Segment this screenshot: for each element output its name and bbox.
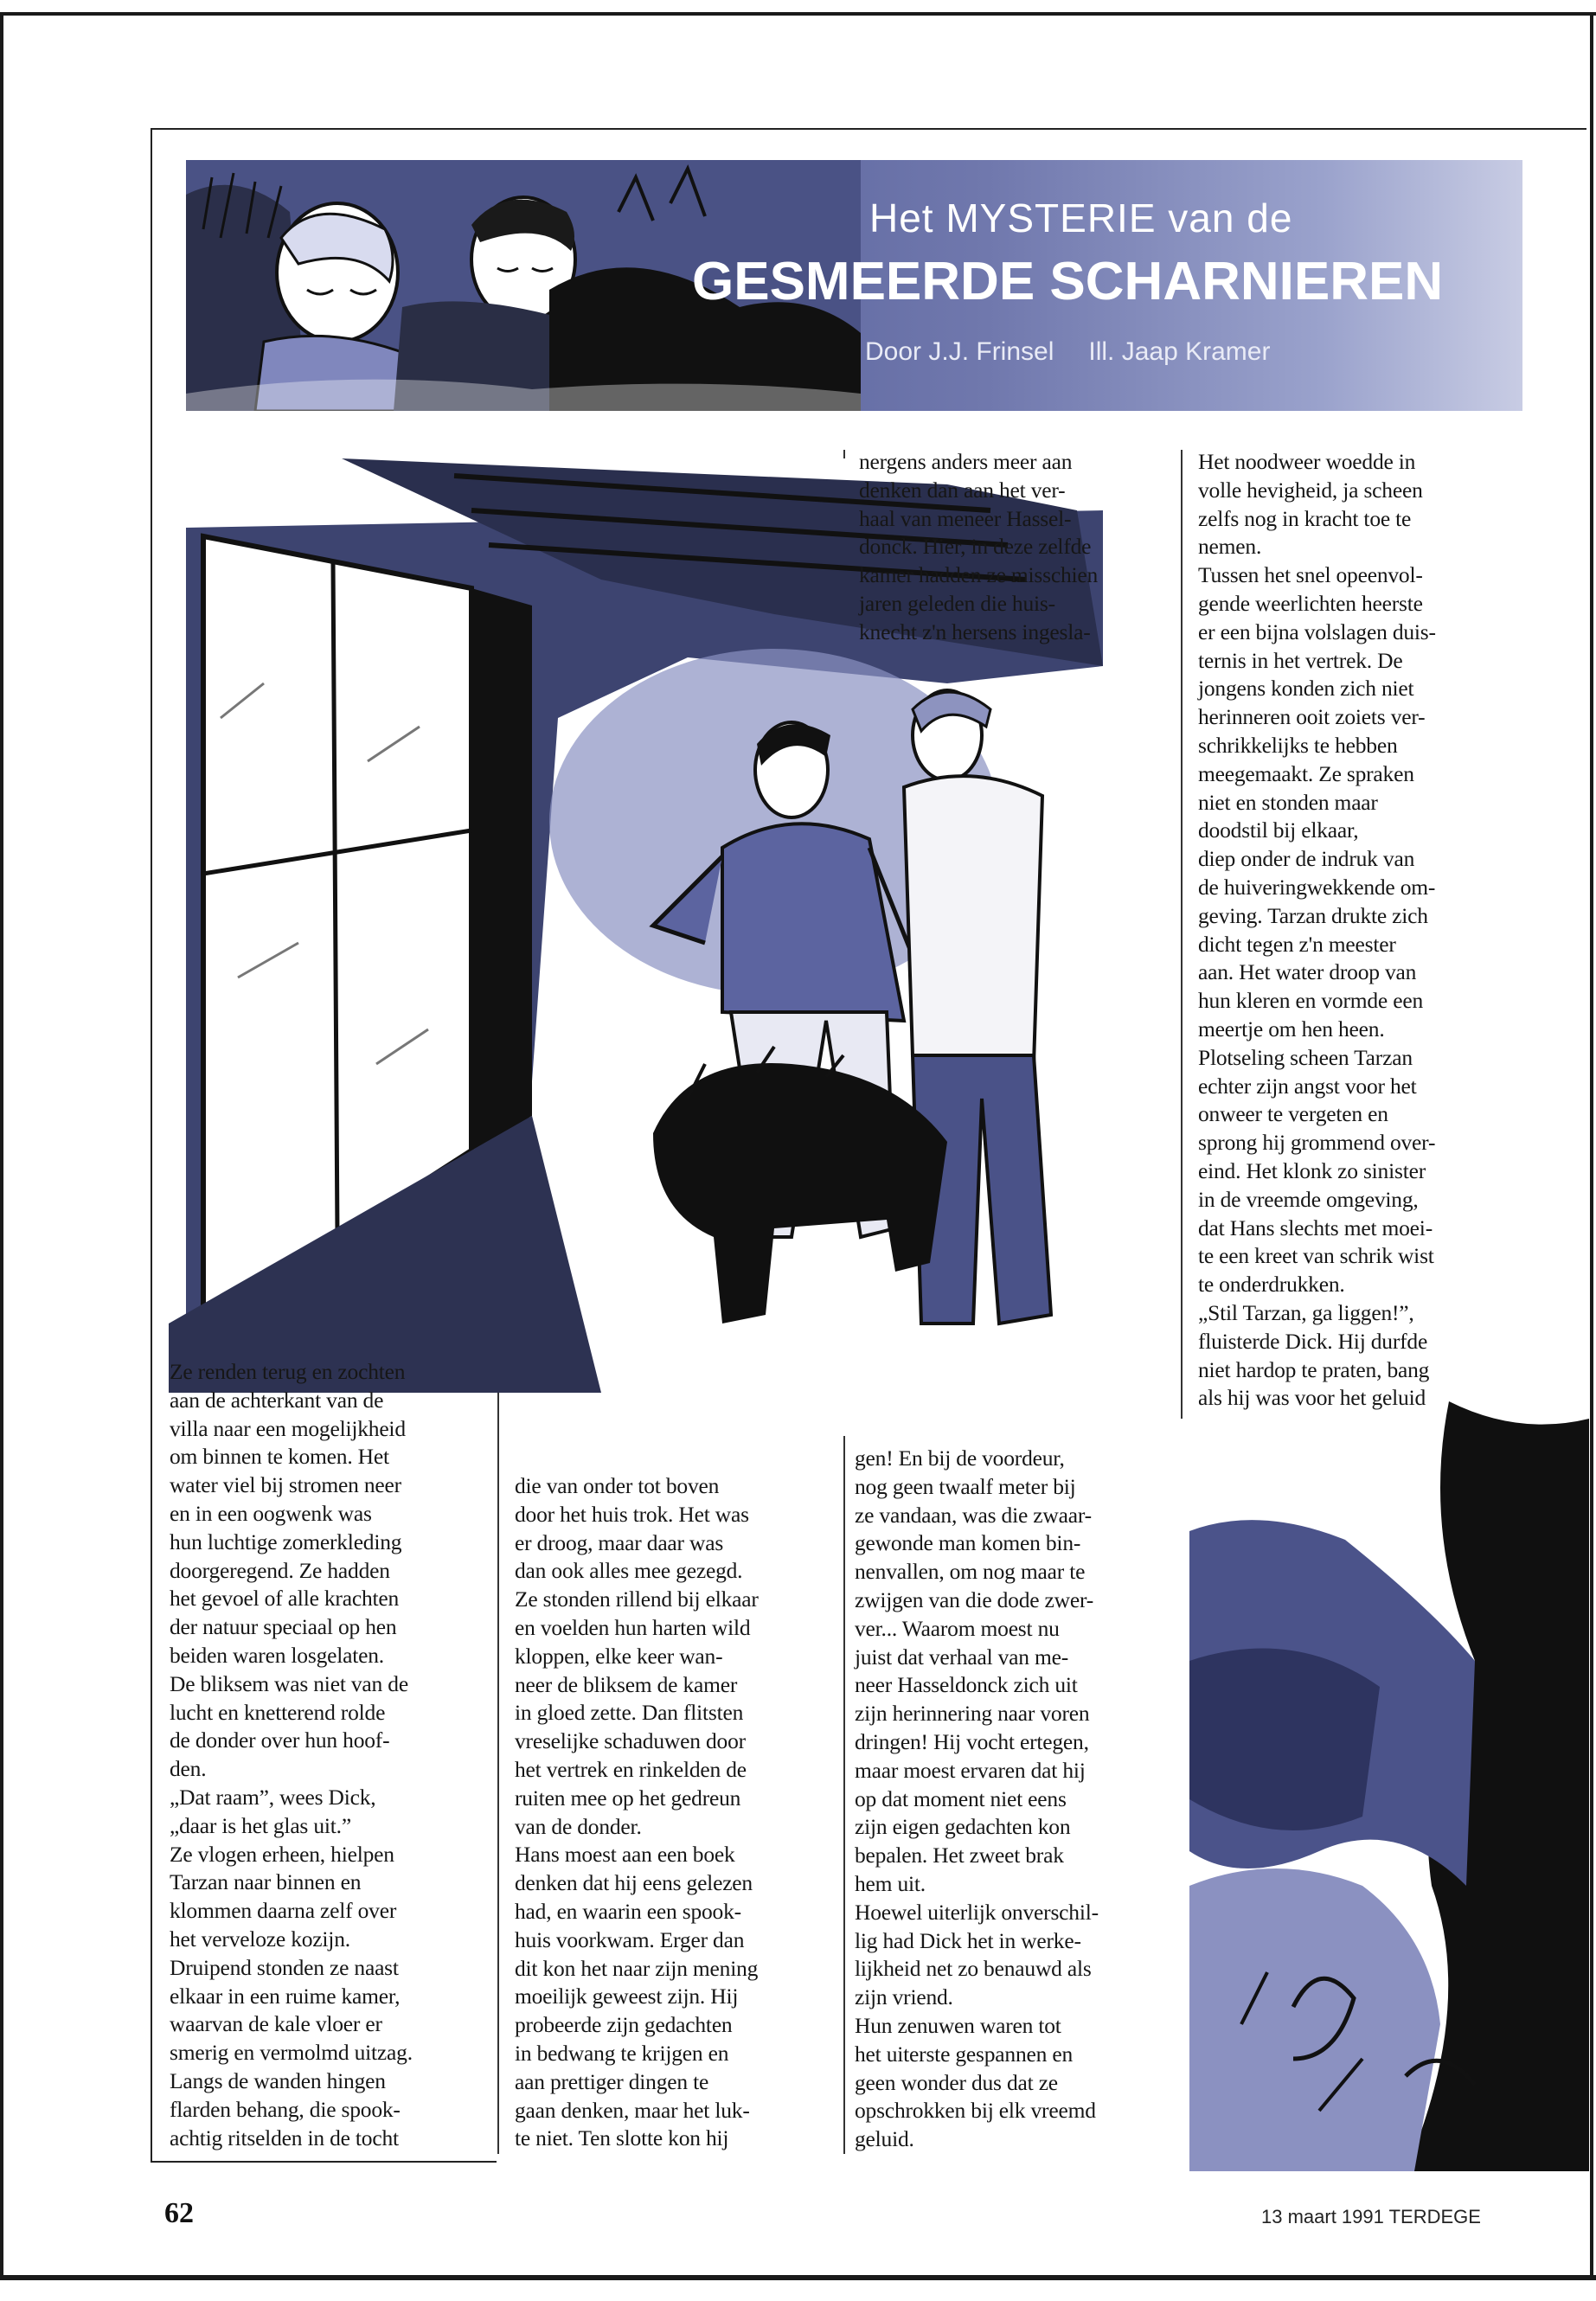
text-line: te een kreet van schrik wist [1198, 1243, 1434, 1269]
text-line: zwijgen van die dode zwer- [855, 1586, 1094, 1612]
page-number: 62 [164, 2197, 194, 2229]
side-illustration [1189, 1401, 1589, 2171]
text-line: ver... Waarom moest nu [855, 1615, 1060, 1641]
text-line: haal van meneer Hassel- [859, 505, 1072, 531]
text-line: het verveloze kozijn. [170, 1926, 350, 1952]
text-line: Hun zenuwen waren tot [855, 2012, 1061, 2038]
text-line: lucht en knetterend rolde [170, 1699, 386, 1725]
text-line: Langs de wanden hingen [170, 2067, 386, 2093]
text-line: ze vandaan, was die zwaar- [855, 1502, 1092, 1528]
text-line: juist dat verhaal van me- [855, 1644, 1069, 1670]
text-line: zelfs nog in kracht toe te [1198, 505, 1412, 531]
text-line: dit kon het naar zijn mening [515, 1955, 759, 1981]
text-line: het vertrek en rinkelden de [515, 1756, 747, 1782]
left-border [0, 16, 3, 2275]
issue-date: 13 maart 1991 TERDEGE [1261, 2206, 1481, 2227]
text-line: van de donder. [515, 1813, 642, 1839]
text-column-3-top [859, 448, 1179, 647]
text-line: zijn eigen gedachten kon [855, 1814, 1071, 1840]
text-line: achtig ritselden in de tocht [170, 2125, 399, 2150]
text-line: volle hevigheid, ja scheen [1198, 477, 1423, 503]
text-line: de huiveringwekkende om- [1198, 874, 1436, 900]
text-line: echter zijn angst voor het [1198, 1073, 1417, 1099]
text-line: waarvan de kale vloer er [170, 2011, 382, 2037]
text-column-2 [515, 1472, 839, 2153]
text-line: om binnen te komen. Het [170, 1444, 389, 1470]
text-line: jaren geleden die huis- [859, 590, 1055, 616]
text-line: doorgeregend. Ze hadden [170, 1557, 390, 1583]
text-line: maar moest ervaren dat hij [855, 1757, 1086, 1783]
column-divider [843, 1436, 845, 2154]
column-divider [1181, 450, 1183, 1419]
text-line: neer Hasseldonck zich uit [855, 1672, 1078, 1698]
text-line: doodstil bij elkaar, [1198, 817, 1359, 843]
author-credit: Door J.J. Frinsel [865, 337, 1054, 366]
text-line: die van onder tot boven [515, 1473, 720, 1498]
text-line: den. [170, 1756, 207, 1782]
text-line: dringen! Hij vocht ertegen, [855, 1728, 1089, 1754]
text-line: moeilijk geweest zijn. Hij [515, 1984, 739, 2009]
text-column-1 [170, 1358, 494, 2152]
text-line: donck. Hier, in deze zelfde [859, 534, 1092, 560]
text-line: dat Hans slechts met moei- [1198, 1215, 1433, 1240]
text-line: meegemaakt. Ze spraken [1198, 760, 1414, 786]
text-line: opschrokken bij elk vreemd [855, 2098, 1096, 2124]
text-line: meertje om hen heen. [1198, 1016, 1385, 1042]
text-line: aan. Het water droop van [1198, 959, 1417, 985]
article-frame-top [151, 128, 1586, 130]
text-line: zijn herinnering naar voren [855, 1701, 1090, 1727]
text-line: villa naar een mogelijkheid [170, 1415, 406, 1441]
text-line: nergens anders meer aan [859, 449, 1073, 474]
credits [865, 337, 1471, 367]
text-line: smerig en vermolmd uitzag. [170, 2040, 413, 2066]
text-line: het gevoel of alle krachten [170, 1586, 400, 1612]
column-divider [497, 1367, 499, 2154]
text-line: op dat moment niet eens [855, 1785, 1067, 1811]
article-frame-left [151, 128, 152, 2161]
text-line: niet en stonden maar [1198, 789, 1378, 815]
text-line: gende weerlichten heerste [1198, 590, 1423, 616]
text-line: sprong hij grommend over- [1198, 1130, 1436, 1156]
text-line: er droog, maar daar was [515, 1529, 724, 1555]
text-line: hun luchtige zomerkleding [170, 1529, 402, 1554]
text-line: gen! En bij de voordeur, [855, 1445, 1065, 1471]
text-line: klommen daarna zelf over [170, 1898, 397, 1924]
text-line: ruiten mee op het gedreun [515, 1785, 741, 1811]
text-line: dicht tegen z'n meester [1198, 931, 1396, 957]
text-line: De bliksem was niet van de [170, 1670, 408, 1696]
text-line: elkaar in een ruime kamer, [170, 1983, 401, 2009]
top-border [0, 12, 1596, 16]
text-line: schrikkelijks te hebben [1198, 732, 1398, 758]
text-line: probeerde zijn gedachten [515, 2012, 733, 2038]
text-line: door het huis trok. Het was [515, 1501, 749, 1527]
text-line: te onderdrukken. [1198, 1272, 1345, 1298]
text-line: „daar is het glas uit.” [170, 1812, 351, 1838]
text-line: lig had Dick het in werke- [855, 1927, 1081, 1953]
text-line: beiden waren losgelaten. [170, 1642, 384, 1668]
text-line: en voelden hun harten wild [515, 1614, 751, 1640]
text-line: Hans moest aan een boek [515, 1842, 735, 1868]
text-line: diep onder de indruk van [1198, 846, 1415, 872]
text-line: in de vreemde omgeving, [1198, 1186, 1419, 1212]
text-line: er een bijna volslagen duis- [1198, 619, 1436, 644]
text-line: „Stil Tarzan, ga liggen!”, [1198, 1299, 1414, 1325]
text-line: ternis in het vertrek. De [1198, 647, 1403, 673]
text-column-3-bottom [855, 1445, 1179, 2154]
title-line-2: GESMEERDE SCHARNIEREN [692, 252, 1444, 311]
text-line: geving. Tarzan drukte zich [1198, 902, 1428, 928]
illustrator-credit: Ill. Jaap Kramer [1088, 337, 1271, 366]
text-line: vreselijke schaduwen door [515, 1728, 746, 1754]
header-banner [186, 160, 1522, 411]
text-line: huis voorkwam. Erger dan [515, 1926, 745, 1952]
text-line: Ze vlogen erheen, hielpen [170, 1841, 394, 1867]
text-line: Het noodweer woedde in [1198, 449, 1416, 474]
text-line: gewonde man komen bin- [855, 1530, 1081, 1556]
text-line: der natuur speciaal op hen [170, 1614, 397, 1640]
text-line: gaan denken, maar het luk- [515, 2097, 750, 2123]
text-line: neer de bliksem de kamer [515, 1671, 738, 1697]
right-border [1590, 16, 1593, 2275]
text-line: had, en waarin een spook- [515, 1898, 741, 1924]
text-line: hun kleren en vormde een [1198, 988, 1424, 1014]
text-line: Hoewel uiterlijk onverschil- [855, 1899, 1099, 1925]
text-line: flarden behang, die spook- [170, 2096, 401, 2122]
text-line: fluisterde Dick. Hij durfde [1198, 1328, 1428, 1354]
text-line: Druipend stonden ze naast [170, 1954, 399, 1980]
text-line: bepalen. Het zweet brak [855, 1843, 1064, 1868]
text-line: dan ook alles mee gezegd. [515, 1558, 743, 1584]
bottom-border [0, 2275, 1596, 2280]
text-line: te niet. Ten slotte kon hij [515, 2125, 729, 2151]
text-line: geluid. [855, 2126, 914, 2152]
text-line: aan prettiger dingen te [515, 2068, 709, 2094]
text-line: nemen. [1198, 534, 1262, 560]
title-line-1: Het MYSTERIE van de [869, 195, 1293, 240]
text-line: jongens konden zich niet [1198, 676, 1414, 702]
text-line: denken dat hij eens gelezen [515, 1870, 753, 1896]
text-line: eind. Het klonk zo sinister [1198, 1157, 1426, 1183]
text-line: onweer te vergeten en [1198, 1101, 1388, 1127]
text-line: Tussen het snel opeenvol- [1198, 562, 1423, 588]
text-line: het uiterste gespannen en [855, 2041, 1074, 2067]
text-line: zijn vriend. [855, 1984, 953, 2010]
text-line: nog geen twaalf meter bij [855, 1473, 1076, 1499]
text-line: aan de achterkant van de [170, 1387, 384, 1413]
text-line: kamer hadden ze misschien [859, 562, 1099, 588]
text-line: kloppen, elke keer wan- [515, 1643, 723, 1669]
text-line: nenvallen, om nog maar te [855, 1559, 1086, 1585]
text-line: als hij was voor het geluid [1198, 1385, 1426, 1411]
text-line: herinneren ooit zoiets ver- [1198, 704, 1426, 730]
text-line: lijkheid net zo benauwd als [855, 1956, 1092, 1982]
text-line: hem uit. [855, 1870, 926, 1896]
text-line: Ze renden terug en zochten [170, 1359, 406, 1384]
text-line: knecht z'n hersens ingesla- [859, 619, 1091, 644]
text-line: niet hardop te praten, bang [1198, 1356, 1430, 1382]
text-line: geen wonder dus dat ze [855, 2069, 1058, 2095]
text-line: denken dan aan het ver- [859, 477, 1066, 503]
text-line: en in een oogwenk was [170, 1500, 372, 1526]
text-line: de donder over hun hoof- [170, 1727, 390, 1753]
text-line: Tarzan naar binnen en [170, 1869, 362, 1895]
text-line: in bedwang te krijgen en [515, 2040, 729, 2066]
text-line: water viel bij stromen neer [170, 1472, 401, 1498]
text-line: Plotseling scheen Tarzan [1198, 1044, 1413, 1070]
text-column-4 [1198, 448, 1579, 1413]
article-frame-bottom [151, 2161, 497, 2163]
text-line: in gloed zette. Dan flitsten [515, 1700, 744, 1726]
text-line: „Dat raam”, wees Dick, [170, 1784, 376, 1810]
text-line: Ze stonden rillend bij elkaar [515, 1586, 759, 1612]
